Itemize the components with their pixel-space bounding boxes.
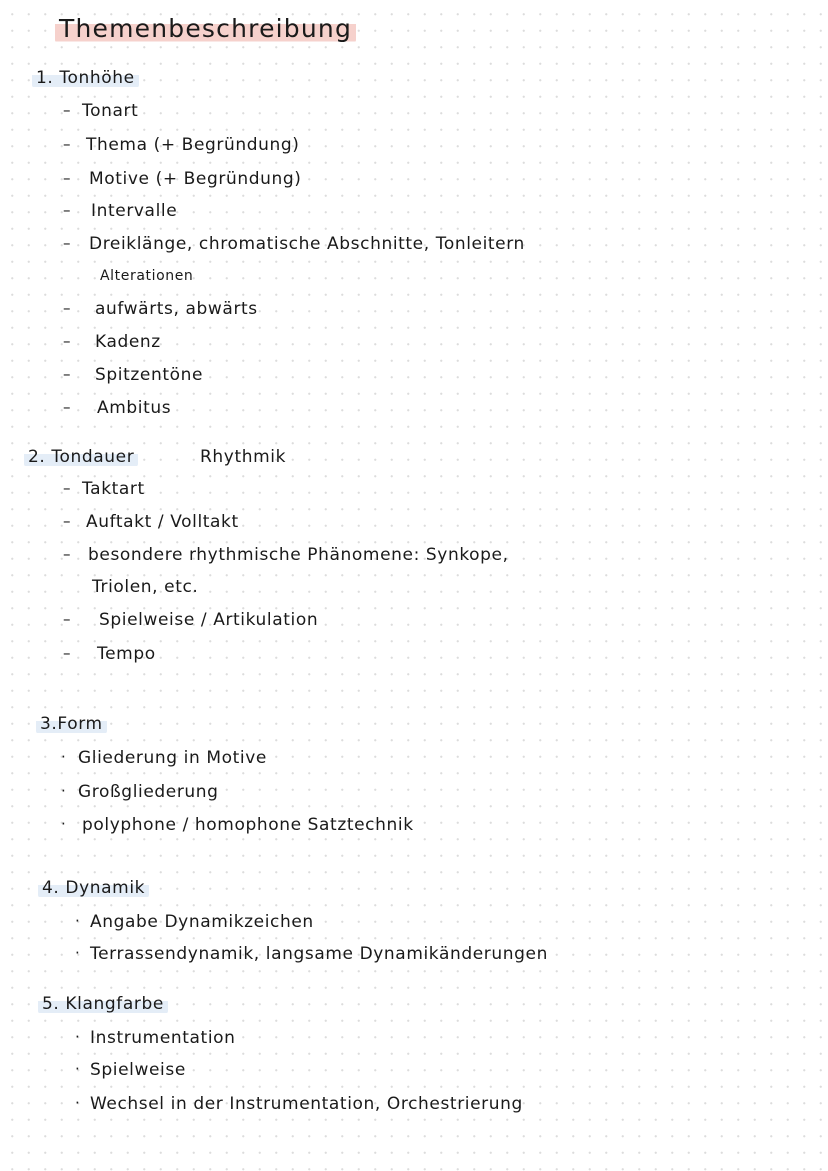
- section-2-heading: [24, 447, 138, 467]
- section-3-heading-text: 3.Form: [36, 714, 107, 734]
- dash-bullet: –: [63, 299, 71, 317]
- list-item: Tempo: [97, 644, 156, 664]
- list-item: polyphone / homophone Satztechnik: [82, 815, 414, 835]
- dash-bullet: –: [63, 101, 71, 119]
- list-item: Gliederung in Motive: [78, 748, 267, 768]
- list-item: Kadenz: [95, 332, 161, 352]
- dot-bullet: ·: [75, 1028, 80, 1046]
- dash-bullet: –: [63, 545, 71, 563]
- section-4-heading: [38, 878, 149, 898]
- dash-bullet: –: [63, 332, 71, 350]
- list-item: Intervalle: [91, 201, 178, 221]
- list-item: Spielweise / Artikulation: [99, 610, 319, 630]
- dot-bullet: ·: [75, 1094, 80, 1112]
- list-item: Motive (+ Begründung): [89, 169, 302, 189]
- dash-bullet: –: [63, 201, 71, 219]
- dash-bullet: –: [63, 234, 71, 252]
- title-text: Themenbeschreibung: [55, 14, 356, 43]
- section-1-heading: [32, 68, 139, 88]
- list-item: Angabe Dynamikzeichen: [90, 912, 314, 932]
- list-item: Spitzentöne: [95, 365, 204, 385]
- list-item: Spielweise: [90, 1060, 186, 1080]
- section-3-heading: [36, 714, 107, 734]
- dot-bullet: ·: [75, 912, 80, 930]
- list-item: Tonart: [82, 101, 139, 121]
- dash-bullet: –: [63, 365, 71, 383]
- section-2-heading-text: 2. Tondauer: [24, 447, 138, 467]
- section-5-heading: [38, 994, 168, 1014]
- dot-bullet: ·: [61, 815, 66, 833]
- list-item: Taktart: [82, 479, 145, 499]
- list-item: Triolen, etc.: [92, 577, 199, 597]
- list-item: Wechsel in der Instrumentation, Orchestrierung: [90, 1094, 523, 1114]
- dash-bullet: –: [63, 398, 71, 416]
- dot-bullet: ·: [75, 944, 80, 962]
- list-item: Alterationen: [100, 268, 194, 284]
- list-item: Thema (+ Begründung): [86, 135, 300, 155]
- list-item: besondere rhythmische Phänomene: Synkope,: [88, 545, 509, 565]
- section-4-heading-text: 4. Dynamik: [38, 878, 149, 898]
- dash-bullet: –: [63, 169, 71, 187]
- list-item: Großgliederung: [78, 782, 219, 802]
- list-item: Auftakt / Volltakt: [86, 512, 239, 532]
- list-item: aufwärts, abwärts: [95, 299, 258, 319]
- dash-bullet: –: [63, 479, 71, 497]
- dash-bullet: –: [63, 644, 71, 662]
- list-item: Instrumentation: [90, 1028, 236, 1048]
- list-item: Ambitus: [97, 398, 172, 418]
- dot-bullet: ·: [61, 782, 66, 800]
- page-title: [55, 14, 356, 43]
- dash-bullet: –: [63, 512, 71, 530]
- dot-bullet: ·: [61, 748, 66, 766]
- list-item: Dreiklänge, chromatische Abschnitte, Tonleitern: [89, 234, 525, 254]
- section-1-heading-text: 1. Tonhöhe: [32, 68, 139, 88]
- list-item: Terrassendynamik, langsame Dynamikänderungen: [90, 944, 548, 964]
- section-2-aside: Rhythmik: [200, 447, 287, 467]
- dash-bullet: –: [63, 135, 71, 153]
- section-5-heading-text: 5. Klangfarbe: [38, 994, 168, 1014]
- dot-bullet: ·: [75, 1060, 80, 1078]
- dash-bullet: –: [63, 610, 71, 628]
